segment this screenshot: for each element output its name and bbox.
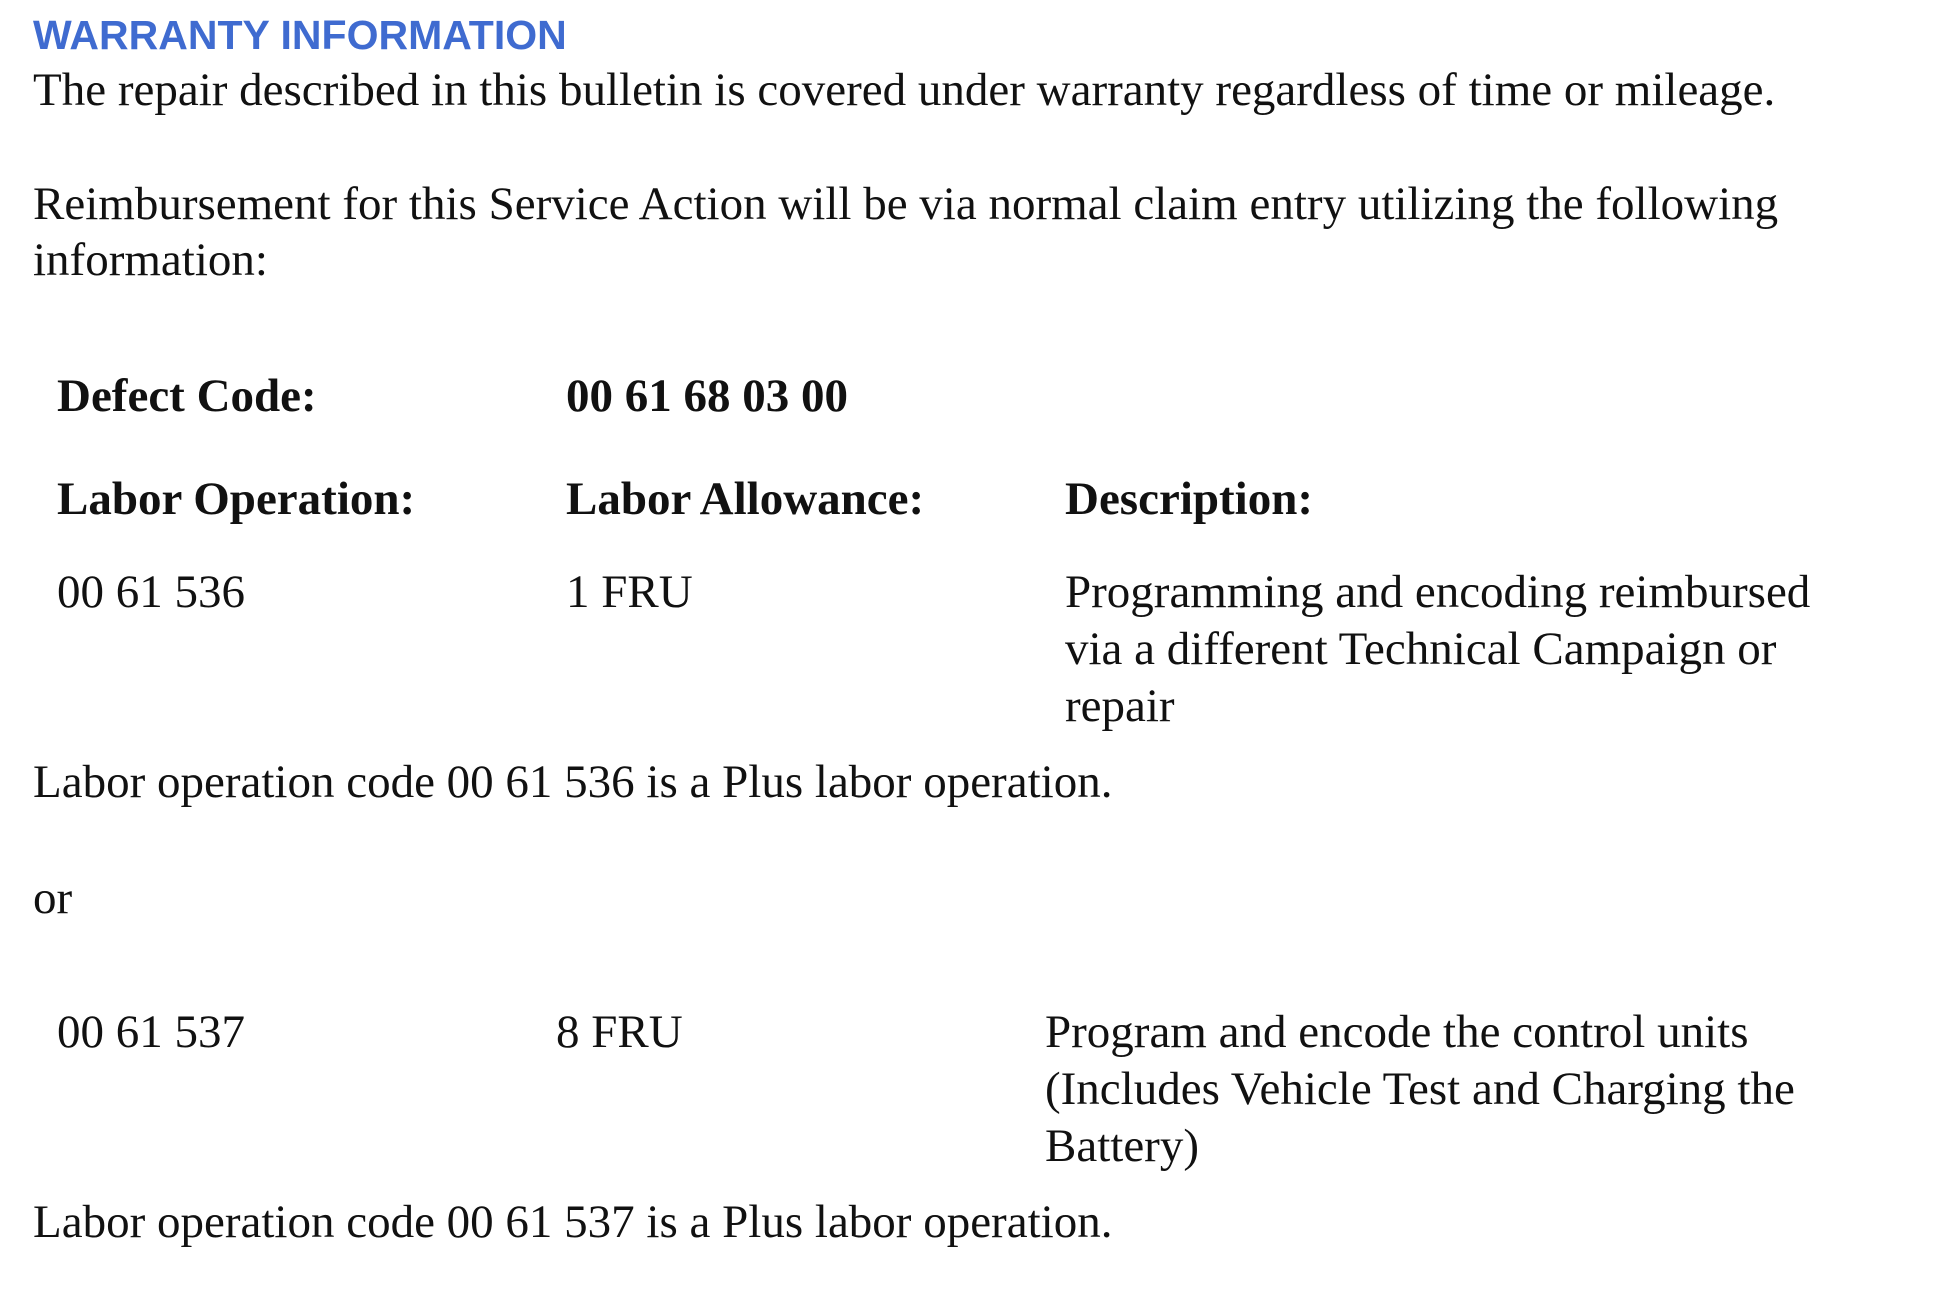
- row-1-allowance: 1 FRU: [566, 566, 693, 618]
- row-1-description-line: via a different Technical Campaign or: [1065, 623, 1777, 675]
- labor-allowance-header: Labor Allowance:: [566, 473, 925, 525]
- row-2-allowance: 8 FRU: [556, 1006, 683, 1058]
- warranty-heading: WARRANTY INFORMATION: [33, 12, 567, 58]
- reimbursement-line-2: information:: [33, 234, 268, 286]
- row-1-operation: 00 61 536: [57, 566, 245, 618]
- labor-operation-header: Labor Operation:: [57, 473, 416, 525]
- or-separator: or: [33, 872, 73, 924]
- reimbursement-line-1: Reimbursement for this Service Action will be via normal claim entry utilizing the following: [33, 178, 1779, 230]
- row-1-description-line: repair: [1065, 680, 1175, 732]
- defect-code-value: 00 61 68 03 00: [566, 370, 848, 422]
- defect-code-label: Defect Code:: [57, 370, 317, 422]
- row-2-operation: 00 61 537: [57, 1006, 245, 1058]
- row-1-description: [1065, 564, 1810, 735]
- description-header: Description:: [1065, 473, 1314, 525]
- row-2-description: [1045, 1004, 1795, 1175]
- row-2-note: Labor operation code 00 61 537 is a Plus labor operation.: [33, 1196, 1113, 1248]
- row-2-description-line: (Includes Vehicle Test and Charging the: [1045, 1063, 1795, 1115]
- row-1-description-line: Programming and encoding reimbursed: [1065, 566, 1811, 618]
- row-2-description-line: Battery): [1045, 1120, 1199, 1172]
- intro-paragraph: The repair described in this bulletin is covered under warranty regardless of time or mileage.: [33, 64, 1776, 116]
- row-1-note: Labor operation code 00 61 536 is a Plus labor operation.: [33, 756, 1113, 808]
- row-2-description-line: Program and encode the control units: [1045, 1006, 1749, 1058]
